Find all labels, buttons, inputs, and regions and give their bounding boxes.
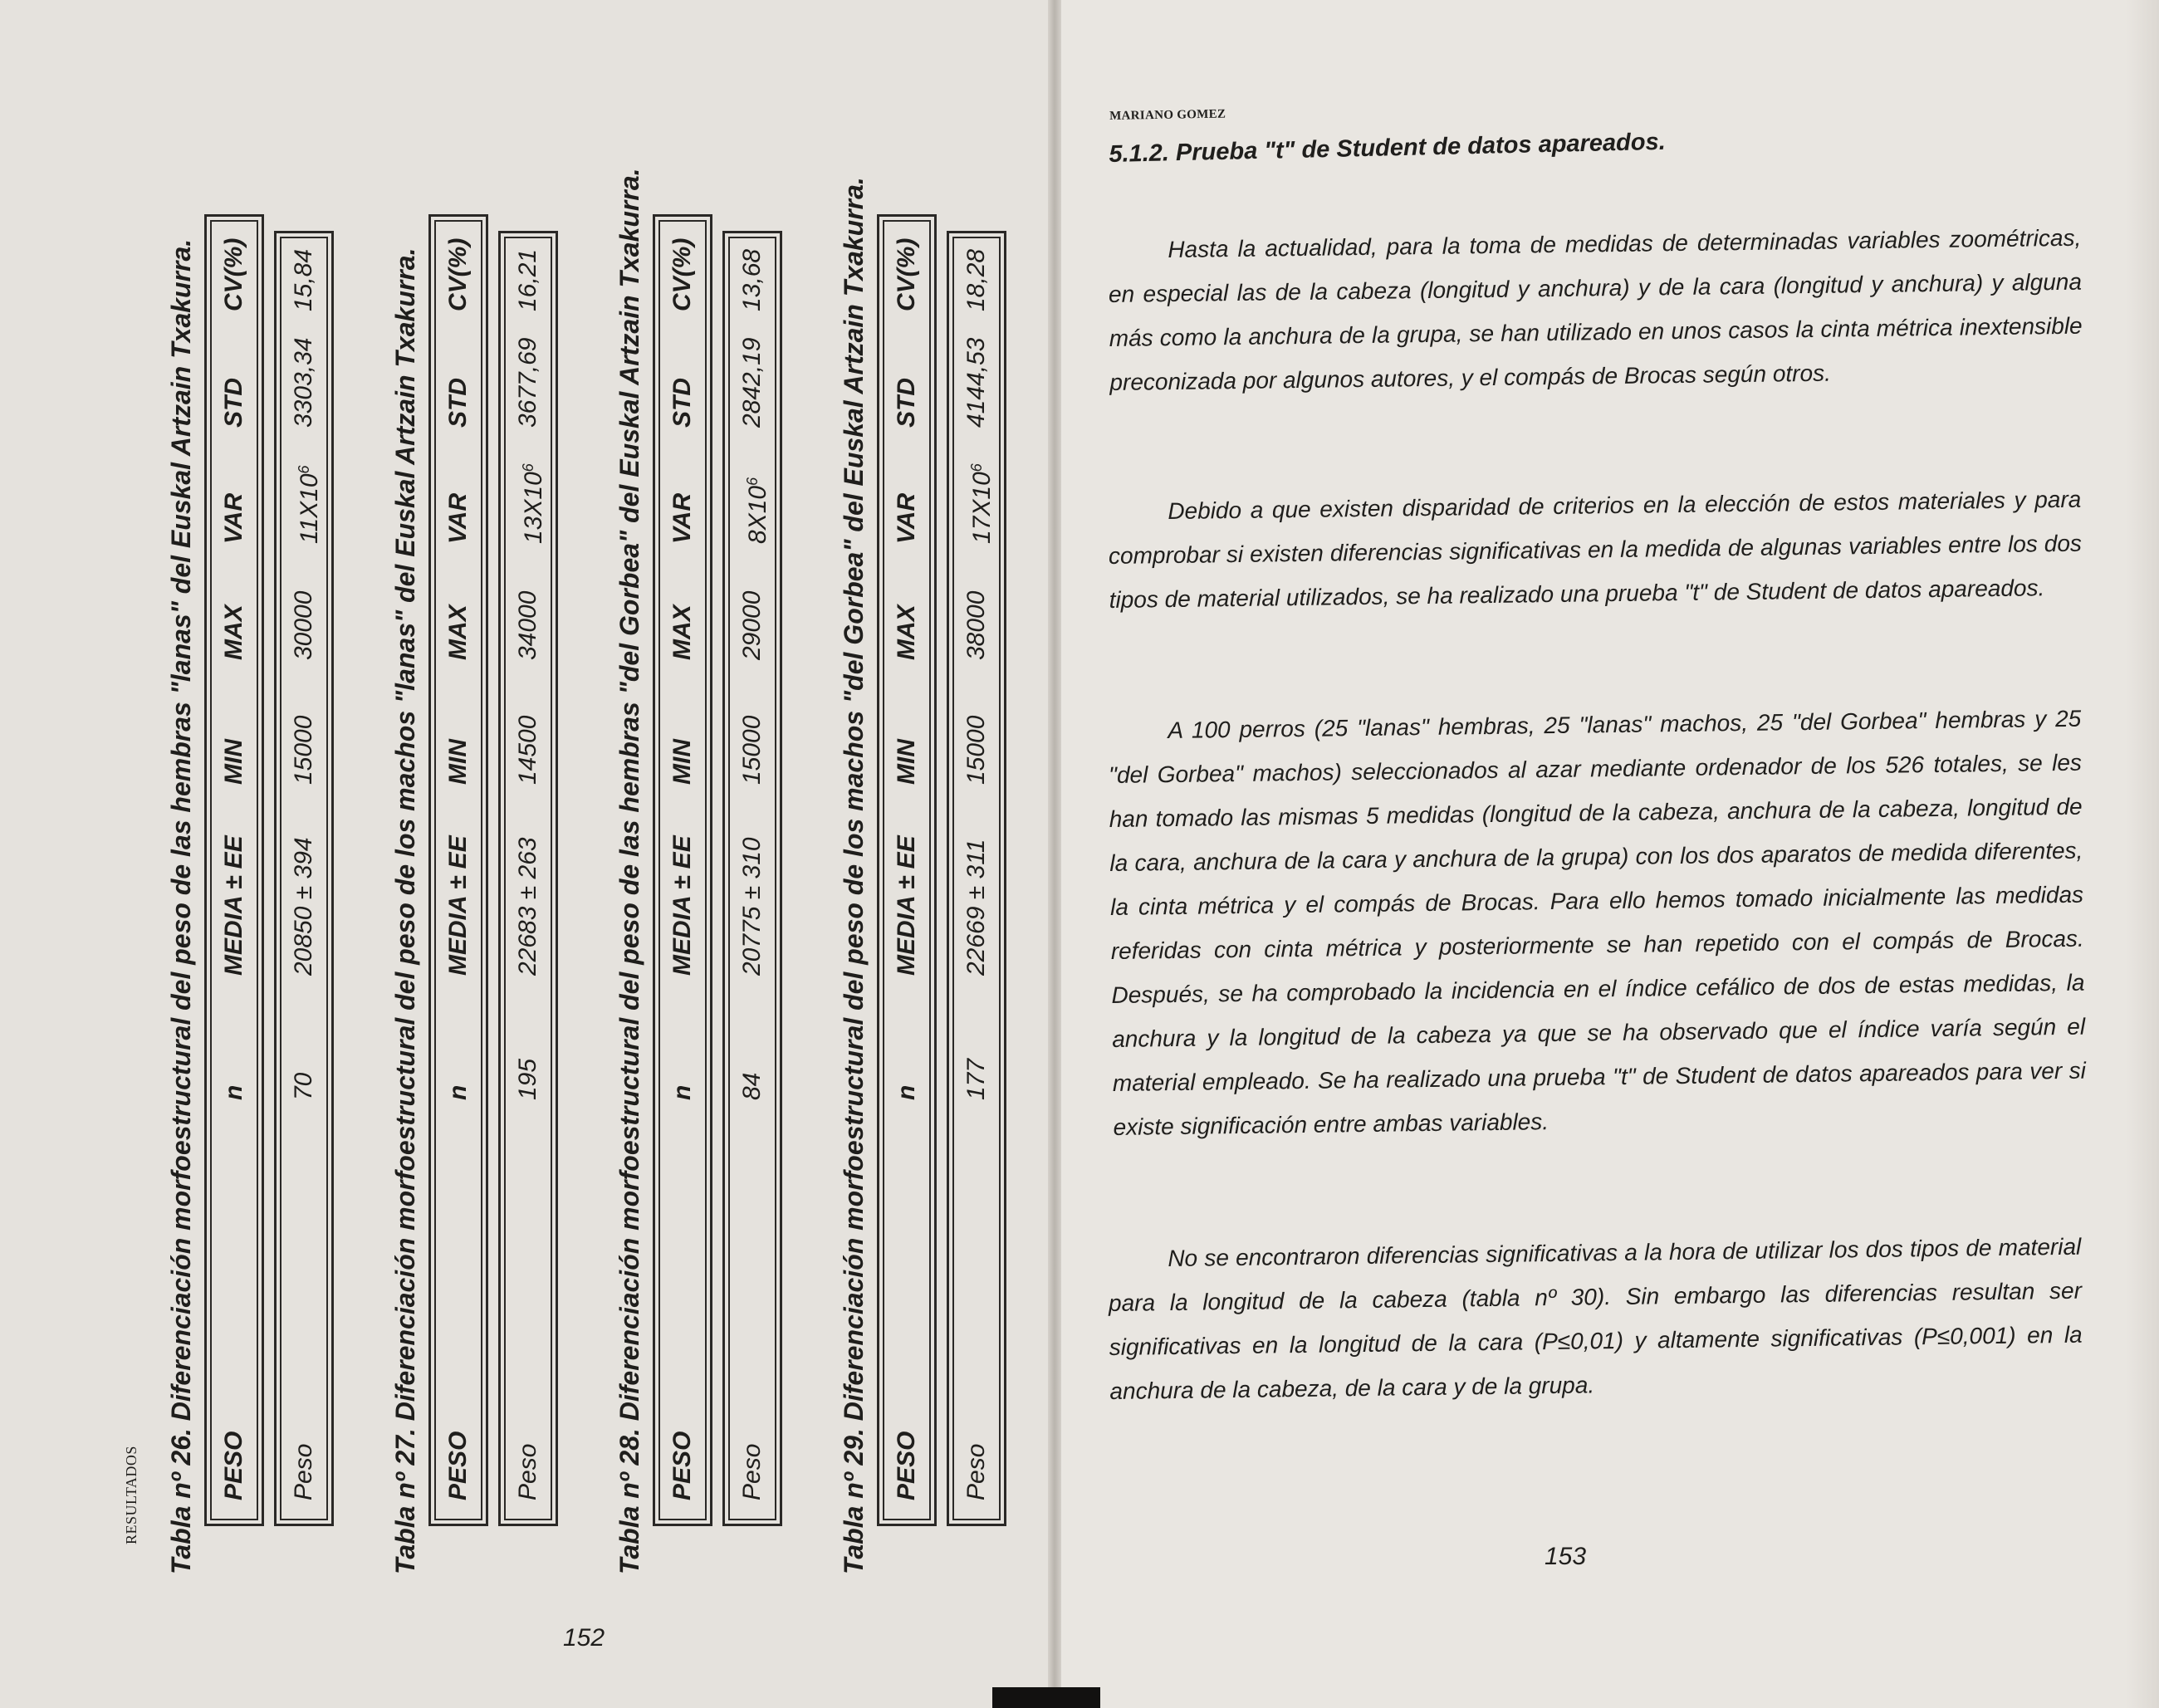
cell-max: 34000 bbox=[514, 590, 541, 660]
header-cell: n bbox=[668, 1084, 696, 1100]
cell-var bbox=[949, 463, 1004, 544]
var-base: 13X10 bbox=[520, 472, 547, 544]
header-cell: VAR bbox=[220, 492, 247, 544]
var-base: 17X10 bbox=[968, 472, 996, 544]
table-caption: Tabla nº 27. Diferenciación morfoestructural del peso de los machos "lanas" del Euskal Artzain Txakurra. bbox=[390, 247, 420, 1574]
header-cell: STD bbox=[220, 378, 247, 428]
cell-min: 15000 bbox=[290, 715, 317, 785]
cell-max: 30000 bbox=[290, 590, 317, 660]
var-base: 11X10 bbox=[296, 473, 323, 544]
page-number: 153 bbox=[1545, 1543, 1587, 1570]
var-base: 8X10 bbox=[744, 485, 771, 544]
cell-var bbox=[725, 477, 780, 544]
cell-media: 20775 ± 310 bbox=[738, 837, 766, 976]
cell-n: 177 bbox=[962, 1058, 990, 1100]
table-header-row bbox=[877, 214, 937, 1526]
header-cell: CV(%) bbox=[668, 237, 696, 311]
right-page bbox=[1061, 0, 2159, 1708]
header-cell: MAX bbox=[893, 604, 920, 660]
header-cell: PESO bbox=[893, 1431, 920, 1500]
cell-max: 38000 bbox=[962, 590, 990, 660]
header-cell: VAR bbox=[893, 492, 920, 544]
table-row bbox=[947, 231, 1006, 1526]
header-cell: MEDIA ± EE bbox=[893, 835, 920, 976]
header-cell: MIN bbox=[444, 739, 472, 785]
cell-max: 29000 bbox=[738, 590, 766, 660]
header-cell: MEDIA ± EE bbox=[668, 835, 696, 976]
table-row bbox=[274, 231, 334, 1526]
header-cell: n bbox=[220, 1084, 247, 1100]
body-paragraph: Hasta la actualidad, para la toma de medidas de determinadas variables zoométricas, en especial las de la cabeza (longitud y anchura) y de la cara (longitud y anchura) y alguna más como la anchura de la grupa, se han utilizado en unos casos la cinta métrica inextensible preconizada por algunos autores, y el compás de Brocas según otros. bbox=[1108, 224, 2083, 395]
body-paragraph: No se encontraron diferencias significativas a la hora de utilizar los dos tipos de material para la longitud de la cabeza (tabla nº 30). Sin embargo las diferencias resultan ser significativas en la longitud de la cara (P≤0,01) y altamente significativas (P≤0,001) en la anchura de la cabeza, de la cara y de la grupa. bbox=[1108, 1233, 2083, 1404]
running-head: MARIANO GOMEZ bbox=[1109, 107, 1226, 123]
cell-min: 15000 bbox=[962, 715, 990, 785]
cell-n: 70 bbox=[290, 1072, 317, 1100]
binding-shadow bbox=[992, 1687, 1100, 1708]
header-cell: STD bbox=[668, 378, 696, 428]
header-cell: PESO bbox=[444, 1431, 472, 1500]
table-header-row bbox=[653, 214, 712, 1526]
header-cell: VAR bbox=[444, 492, 472, 544]
cell-std: 2842,19 bbox=[738, 337, 766, 428]
header-cell: PESO bbox=[220, 1431, 247, 1500]
cell-std: 3677,69 bbox=[514, 337, 541, 428]
body-paragraph: Debido a que existen disparidad de criterios en la elección de estos materiales y para comprobar si existen diferencias significativas en la medida de algunas variables entre los dos tipos de material utilizados, se ha realizado una prueba "t" de Student de datos apareados. bbox=[1108, 486, 2083, 613]
header-cell: n bbox=[444, 1084, 472, 1100]
page-edge bbox=[2126, 0, 2159, 1708]
cell-cv: 18,28 bbox=[962, 248, 990, 311]
header-cell: MAX bbox=[668, 604, 696, 660]
table-caption: Tabla nº 28. Diferenciación morfoestructural del peso de las hembras "del Gorbea" del Euskal Artzain Txakurra. bbox=[614, 168, 644, 1574]
cell-media: 20850 ± 394 bbox=[290, 837, 317, 976]
header-cell: n bbox=[893, 1084, 920, 1100]
section-label: RESULTADOS bbox=[123, 1446, 140, 1544]
cell-var bbox=[277, 465, 331, 544]
header-cell: MAX bbox=[444, 604, 472, 660]
cell-min: 14500 bbox=[514, 715, 541, 785]
table-row bbox=[722, 231, 782, 1526]
header-cell: MEDIA ± EE bbox=[444, 835, 472, 976]
cell-media: 22683 ± 263 bbox=[514, 837, 541, 976]
var-exponent: 6 bbox=[968, 463, 985, 472]
header-cell: MAX bbox=[220, 604, 247, 660]
cell-var bbox=[501, 463, 556, 544]
var-exponent: 6 bbox=[296, 465, 312, 474]
cell-std: 4144,53 bbox=[962, 337, 990, 428]
row-label: Peso bbox=[290, 1443, 317, 1500]
cell-cv: 13,68 bbox=[738, 248, 766, 311]
cell-std: 3303,34 bbox=[290, 337, 317, 428]
var-exponent: 6 bbox=[520, 463, 536, 472]
book-gutter bbox=[1048, 0, 1061, 1708]
cell-n: 84 bbox=[738, 1072, 766, 1100]
header-cell: MEDIA ± EE bbox=[220, 835, 247, 976]
body-paragraph: A 100 perros (25 "lanas" hembras, 25 "lanas" machos, 25 "del Gorbea" hembras y 25 "del Gorbea" machos) seleccionados al azar mediante ordenador de los 526 totales, se les han tomado las mismas 5 medidas (longitud de la cabeza, anchura de la cabeza, longitud de la cara, anchura de la cara y anchura de la grupa) con los dos aparatos de medida diferentes, la cinta métrica y el compás de Brocas. Para ello hemos tomado inicialmente las medidas referidas con cinta métrica y posteriormente se han repetido con el compás de Brocas. Después, se ha comprobado la incidencia en el índice cefálico de dos de estas medidas, la anchura y la longitud de la cabeza ya que se ha observado que el índice varía según el material empleado. Se ha realizado una prueba "t" de Student de datos apareados para ver si existe significación entre ambas variables. bbox=[1108, 705, 2086, 1140]
row-label: Peso bbox=[738, 1443, 766, 1500]
table-27 bbox=[382, 163, 568, 1574]
cell-media: 22669 ± 311 bbox=[962, 839, 990, 976]
table-row bbox=[498, 231, 558, 1526]
header-cell: PESO bbox=[668, 1431, 696, 1500]
table-caption: Tabla nº 26. Diferenciación morfoestructural del peso de las hembras "lanas" del Euskal Artzain Txakurra. bbox=[166, 238, 196, 1574]
page-number: 152 bbox=[563, 1624, 605, 1652]
table-caption: Tabla nº 29. Diferenciación morfoestructural del peso de los machos "del Gorbea" del Euskal Artzain Txakurra. bbox=[839, 177, 869, 1574]
table-29 bbox=[830, 163, 1016, 1574]
cell-n: 195 bbox=[514, 1058, 541, 1100]
table-26 bbox=[158, 163, 344, 1574]
table-header-row bbox=[428, 214, 488, 1526]
left-page bbox=[0, 0, 1048, 1708]
header-cell: CV(%) bbox=[220, 237, 247, 311]
header-cell: VAR bbox=[668, 492, 696, 544]
cell-cv: 16,21 bbox=[514, 248, 541, 311]
header-cell: STD bbox=[893, 378, 920, 428]
table-28 bbox=[606, 163, 792, 1574]
header-cell: CV(%) bbox=[893, 237, 920, 311]
header-cell: STD bbox=[444, 378, 472, 428]
header-cell: MIN bbox=[220, 739, 247, 785]
header-cell: MIN bbox=[668, 739, 696, 785]
cell-min: 15000 bbox=[738, 715, 766, 785]
row-label: Peso bbox=[962, 1443, 990, 1500]
row-label: Peso bbox=[514, 1443, 541, 1500]
cell-cv: 15,84 bbox=[290, 248, 317, 311]
table-header-row bbox=[204, 214, 264, 1526]
section-heading: 5.1.2. Prueba "t" de Student de datos apareados. bbox=[1109, 128, 1667, 168]
header-cell: CV(%) bbox=[444, 237, 472, 311]
var-exponent: 6 bbox=[744, 477, 761, 486]
header-cell: MIN bbox=[893, 739, 920, 785]
